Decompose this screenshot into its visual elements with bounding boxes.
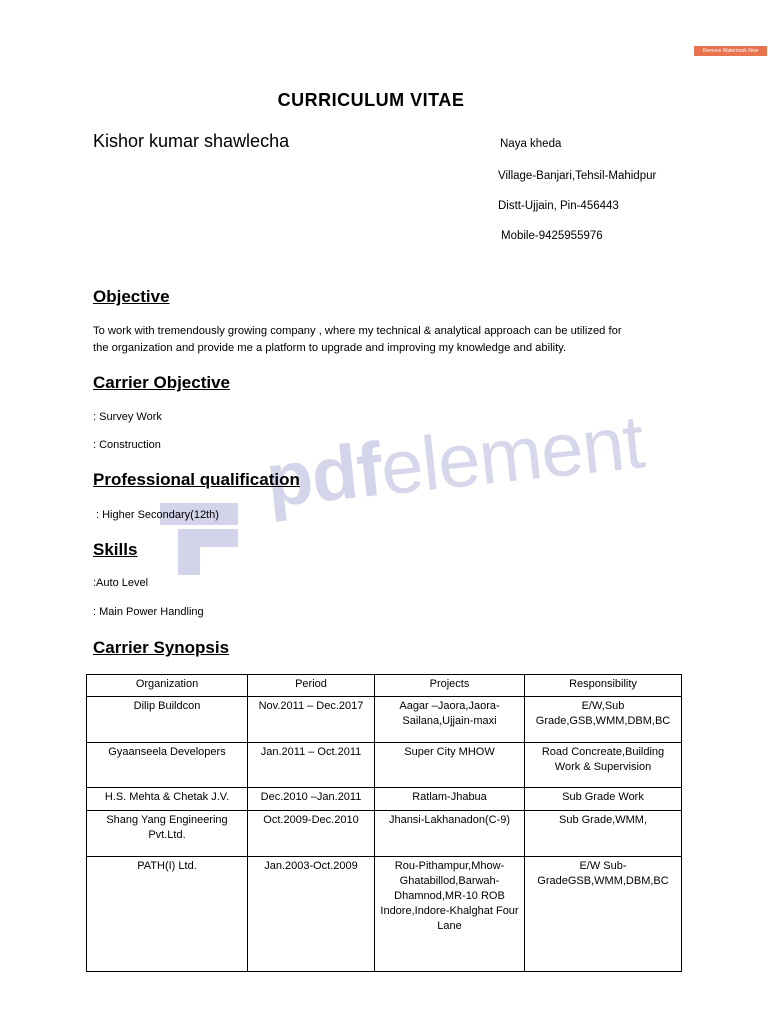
address-line: Naya kheda [500, 138, 562, 150]
carrier-objective-heading: Carrier Objective [93, 373, 231, 392]
qualification-item: : Higher Secondary(12th) [96, 509, 219, 521]
table-row [87, 697, 682, 743]
table-row [87, 788, 682, 811]
remove-watermark-button[interactable]: Remove Watermark Now [694, 46, 767, 56]
carrier-synopsis-heading: Carrier Synopsis [93, 638, 230, 657]
organization-cell: Shang Yang Engineering Pvt.Ltd. [87, 811, 248, 857]
objective-text: To work with tremendously growing company , where my technical & analytical approach can be utilized for the organization and provide me a platform to upgrade and improving my knowledge and ability. [93, 325, 622, 354]
projects-cell: Jhansi-Lakhanadon(C-9) [375, 811, 525, 857]
carrier-objective-item: : Survey Work [93, 411, 162, 423]
period-cell: Dec.2010 –Jan.2011 [248, 788, 375, 811]
objective-heading: Objective [93, 287, 170, 306]
column-header-period: Period [248, 675, 375, 697]
professional-qualification-heading: Professional qualification [93, 470, 300, 489]
organization-cell: PATH(I) Ltd. [87, 857, 248, 972]
period-cell: Oct.2009-Dec.2010 [248, 811, 375, 857]
responsibility-cell: Road Concreate,Building Work & Supervision [525, 743, 682, 788]
column-header-organization: Organization [87, 675, 248, 697]
period-cell: Jan.2011 – Oct.2011 [248, 743, 375, 788]
carrier-objective-item: : Construction [93, 439, 161, 451]
period-cell: Jan.2003-Oct.2009 [248, 857, 375, 972]
candidate-name: Kishor kumar shawlecha [93, 131, 290, 151]
projects-cell: Super City MHOW [375, 743, 525, 788]
responsibility-cell: Sub Grade Work [525, 788, 682, 811]
address-line: Distt-Ujjain, Pin-456443 [498, 200, 619, 212]
address-line: Village-Banjari,Tehsil-Mahidpur [498, 170, 657, 182]
organization-cell: Gyaanseela Developers [87, 743, 248, 788]
organization-cell: H.S. Mehta & Chetak J.V. [87, 788, 248, 811]
column-header-responsibility: Responsibility [525, 675, 682, 697]
table-row [87, 857, 682, 972]
responsibility-cell: Sub Grade,WMM, [525, 811, 682, 857]
projects-cell: Aagar –Jaora,Jaora-Sailana,Ujjain-maxi [375, 697, 525, 743]
skill-item: :Auto Level [93, 577, 149, 589]
projects-cell: Rou-Pithampur,Mhow-Ghatabillod,Barwah-Dhamnod,MR-10 ROB Indore,Indore-Khalghat Four Lane [375, 857, 525, 972]
column-header-projects: Projects [375, 675, 525, 697]
mobile-number: Mobile-9425955976 [501, 230, 603, 242]
responsibility-cell: E/W,Sub Grade,GSB,WMM,DBM,BC [525, 697, 682, 743]
skill-item: : Main Power Handling [93, 606, 204, 618]
organization-cell: Dilip Buildcon [87, 697, 248, 743]
table-row [87, 811, 682, 857]
period-cell: Nov.2011 – Dec.2017 [248, 697, 375, 743]
document-title: CURRICULUM VITAE [277, 90, 465, 110]
pdfelement-watermark: pdfelement [262, 399, 648, 524]
responsibility-cell: E/W Sub-GradeGSB,WMM,DBM,BC [525, 857, 682, 972]
synopsis-table [86, 674, 682, 972]
skills-heading: Skills [93, 540, 138, 559]
pdfelement-logo-icon [160, 495, 240, 575]
table-row [87, 743, 682, 788]
projects-cell: Ratlam-Jhabua [375, 788, 525, 811]
table-header-row [87, 675, 682, 697]
